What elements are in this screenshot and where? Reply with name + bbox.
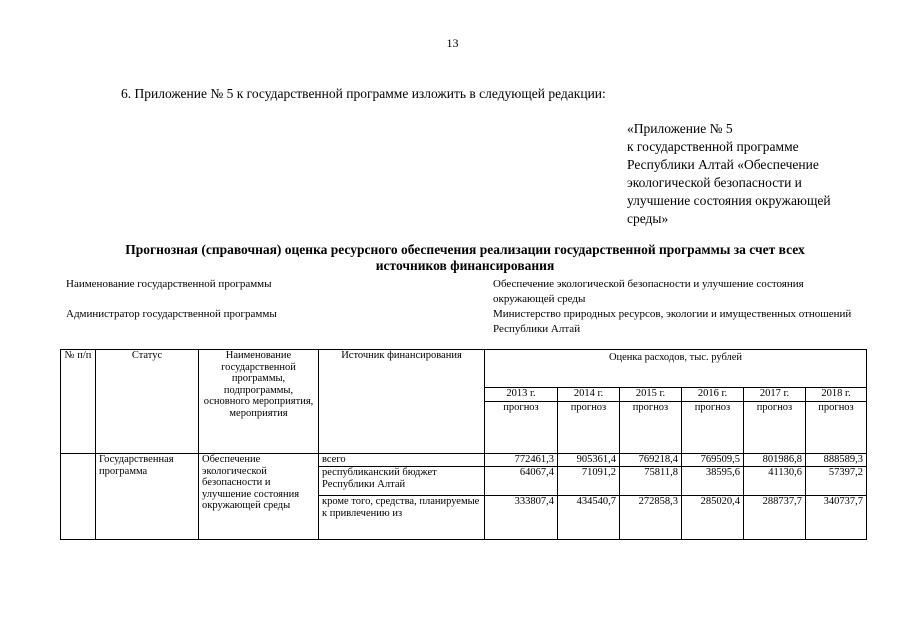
source-total: всего bbox=[319, 454, 485, 467]
header-funding-source: Источник финансирования bbox=[319, 350, 485, 454]
title-line: источников финансирования bbox=[375, 258, 555, 273]
header-num: № п/п bbox=[61, 350, 96, 454]
value-cell: 38595,6 bbox=[682, 467, 744, 496]
value-cell: 772461,3 bbox=[485, 454, 558, 467]
year-cell: 2015 г. bbox=[620, 388, 682, 402]
value-cell: 71091,2 bbox=[558, 467, 620, 496]
value-cell: 888589,3 bbox=[806, 454, 867, 467]
appendix-line: экологической безопасности и bbox=[627, 175, 802, 190]
year-cell: 2016 г. bbox=[682, 388, 744, 402]
administrator-label: Администратор государственной программы bbox=[66, 308, 277, 320]
program-name-value: Обеспечение экологической безопасности и улучшение состояния окружающей среды bbox=[493, 278, 804, 305]
forecast-cell: прогноз bbox=[558, 402, 620, 454]
header-cost-estimate: Оценка расходов, тыс. рублей bbox=[485, 350, 867, 388]
value-cell: 57397,2 bbox=[806, 467, 867, 496]
value-cell: 41130,6 bbox=[744, 467, 806, 496]
value-cell: 769218,4 bbox=[620, 454, 682, 467]
forecast-cell: прогноз bbox=[744, 402, 806, 454]
forecast-cell: прогноз bbox=[682, 402, 744, 454]
value-cell: 75811,8 bbox=[620, 467, 682, 496]
value-cell: 801986,8 bbox=[744, 454, 806, 467]
year-cell: 2018 г. bbox=[806, 388, 867, 402]
funding-table bbox=[60, 349, 867, 540]
source-additional-funds: кроме того, средства, планируемые к привлечению из bbox=[319, 496, 485, 540]
forecast-cell: прогноз bbox=[485, 402, 558, 454]
value-cell: 905361,4 bbox=[558, 454, 620, 467]
table-header-row bbox=[61, 350, 867, 388]
document-title bbox=[70, 242, 860, 274]
value-cell: 288737,7 bbox=[744, 496, 806, 540]
program-name-label: Наименование государственной программы bbox=[66, 278, 272, 290]
value-cell: 340737,7 bbox=[806, 496, 867, 540]
year-cell: 2013 г. bbox=[485, 388, 558, 402]
year-cell: 2014 г. bbox=[558, 388, 620, 402]
appendix-line: «Приложение № 5 bbox=[627, 121, 733, 136]
appendix-line: среды» bbox=[627, 211, 669, 226]
appendix-line: Республики Алтай «Обеспечение bbox=[627, 157, 819, 172]
value-cell: 769509,5 bbox=[682, 454, 744, 467]
administrator-value: Министерство природных ресурсов, экологии и имущественных отношений Республики Алтай bbox=[493, 308, 852, 335]
source-republican-budget: республиканский бюджет Республики Алтай bbox=[319, 467, 485, 496]
header-program-name: Наименование государственной программы, подпрограммы, основного мероприятия, мероприятия bbox=[199, 350, 319, 454]
value-cell: 64067,4 bbox=[485, 467, 558, 496]
row-program-name: Обеспечение экологической безопасности и улучшение состояния окружающей среды bbox=[199, 454, 319, 540]
value-cell: 272858,3 bbox=[620, 496, 682, 540]
header-status: Статус bbox=[96, 350, 199, 454]
forecast-cell: прогноз bbox=[806, 402, 867, 454]
page-number: 13 bbox=[446, 36, 459, 50]
value-cell: 333807,4 bbox=[485, 496, 558, 540]
title-line: Прогнозная (справочная) оценка ресурсного обеспечения реализации государственной программы за счет всех bbox=[125, 242, 805, 257]
appendix-line: улучшение состояния окружающей bbox=[627, 193, 831, 208]
forecast-cell: прогноз bbox=[620, 402, 682, 454]
appendix-header bbox=[627, 120, 887, 228]
value-cell: 434540,7 bbox=[558, 496, 620, 540]
row-status: Государственная программа bbox=[96, 454, 199, 540]
value-cell: 285020,4 bbox=[682, 496, 744, 540]
year-cell: 2017 г. bbox=[744, 388, 806, 402]
amendment-item-6: 6. Приложение № 5 к государственной программе изложить в следующей редакции: bbox=[121, 86, 606, 101]
table-row bbox=[61, 454, 867, 467]
row-num bbox=[61, 454, 96, 540]
appendix-line: к государственной программе bbox=[627, 139, 799, 154]
